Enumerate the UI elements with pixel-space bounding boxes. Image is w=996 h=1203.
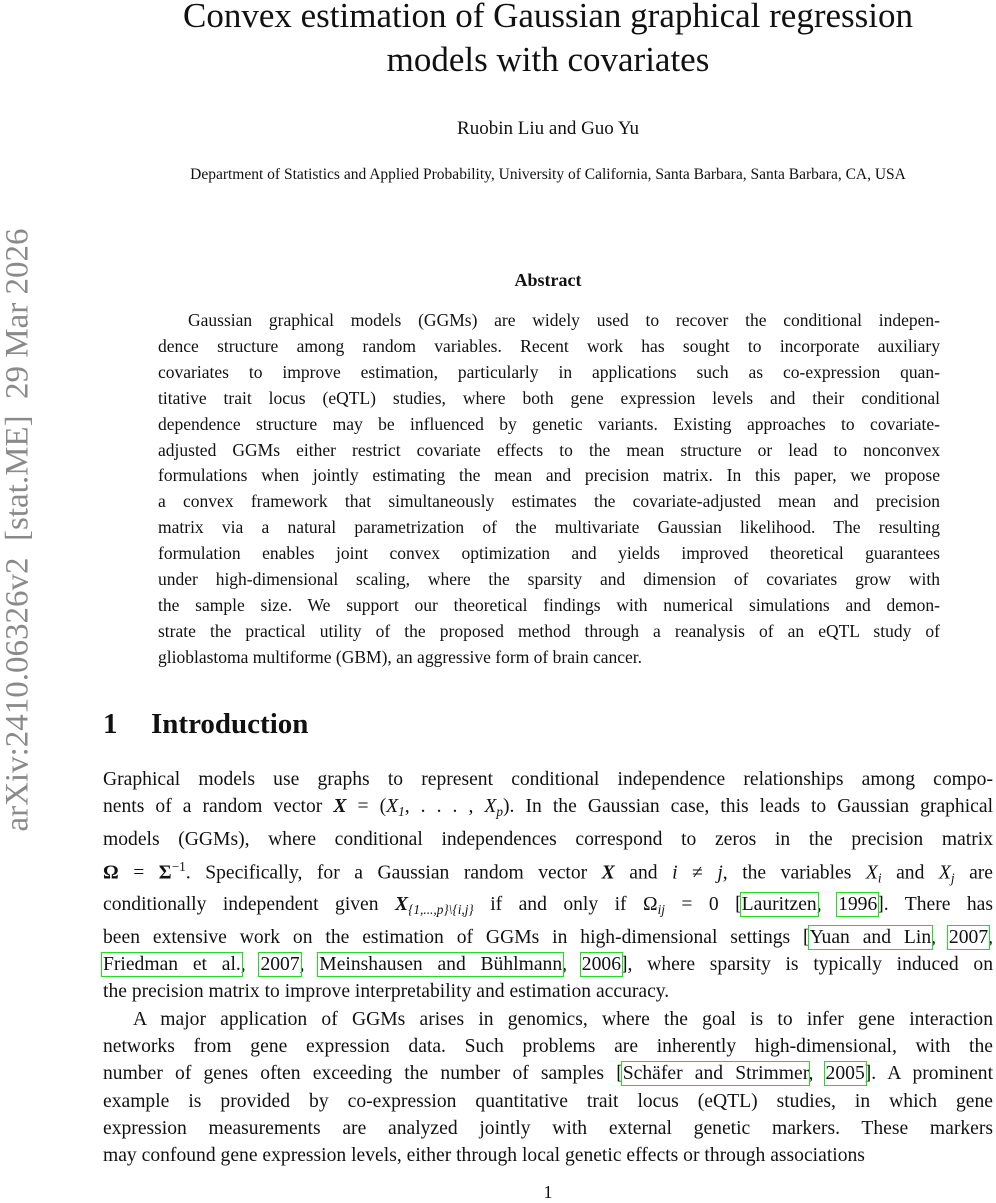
text-line xyxy=(158,645,940,671)
text-segment: dependence structure may be influenced by genetic variants. Existing approaches to covariate- xyxy=(158,413,940,434)
text-segment: been extensive work on the estimation of GGMs in high-dimensional settings [ xyxy=(103,926,810,948)
section-number: 1 xyxy=(103,708,118,740)
paragraph xyxy=(103,766,993,1006)
text-segment: a convex framework that simultaneously estimates the covariate-adjusted mean and precision xyxy=(158,491,940,512)
paragraph xyxy=(103,1006,993,1170)
text-segment: , xyxy=(988,926,994,948)
math-segment: i xyxy=(672,862,678,884)
text-line xyxy=(158,438,940,464)
math-segment: i xyxy=(877,870,882,886)
text-segment: Gaussian graphical models (GGMs) are widely used to recover the conditional indepen- xyxy=(188,310,940,330)
math-segment: X xyxy=(395,894,409,916)
text-line xyxy=(103,826,993,853)
text-line xyxy=(103,853,993,892)
citation-link[interactable]: Meinshausen and Bühlmann xyxy=(319,954,563,976)
text-segment: the precision matrix to improve interpretability and estimation accuracy. xyxy=(103,981,670,1003)
citation-link[interactable]: 2007 xyxy=(948,926,989,948)
text-line xyxy=(158,567,940,593)
text-segment: , . . . , xyxy=(404,796,485,818)
text-line xyxy=(103,1033,993,1060)
introduction-body xyxy=(103,766,993,1169)
text-segment: , the variables xyxy=(722,862,866,884)
math-segment: 1 xyxy=(398,804,405,820)
math-segment: X xyxy=(865,862,878,884)
section-heading xyxy=(103,708,308,741)
text-segment: , xyxy=(816,894,839,916)
text-segment: strate the practical utility of the proposed method through a reanalysis of an eQTL study of xyxy=(158,620,940,641)
authors: Ruobin Liu and Guo Yu xyxy=(457,118,639,139)
text-segment: under high-dimensional scaling, where the sparsity and dimension of covariates grow with xyxy=(158,569,940,590)
text-segment: number of genes often exceeding the number of samples [ xyxy=(103,1063,623,1085)
text-line xyxy=(158,619,940,645)
text-segment: ≠ xyxy=(677,862,718,884)
text-line xyxy=(158,463,940,489)
citation-link[interactable]: Lauritzen xyxy=(741,894,817,916)
abstract-body xyxy=(158,308,940,671)
text-segment: , xyxy=(240,954,261,976)
text-line xyxy=(103,1088,993,1115)
math-segment: Σ xyxy=(158,862,172,884)
citation-link[interactable]: 1996 xyxy=(838,894,878,916)
text-segment: the sample size. We support our theoretical findings with numerical simulations and demon- xyxy=(158,594,940,615)
math-segment: X xyxy=(601,862,615,884)
math-segment: {1,...,p}\{i,j} xyxy=(408,902,474,918)
title-line: Convex estimation of Gaussian graphical regression xyxy=(183,0,913,35)
text-segment: ], where sparsity is typically induced on xyxy=(620,954,994,976)
text-line xyxy=(103,1115,993,1142)
section-title: Introduction xyxy=(151,708,309,740)
math-segment: −1 xyxy=(171,858,186,874)
text-line xyxy=(158,308,940,334)
text-line xyxy=(158,412,940,438)
text-line xyxy=(103,924,993,951)
text-line xyxy=(103,951,993,978)
text-segment: covariates to improve estimation, particularly in applications such as co-expression quan- xyxy=(158,361,940,382)
text-segment: matrix via a natural parametrization of the multivariate Gaussian likelihood. The resulting xyxy=(158,517,940,538)
text-line xyxy=(158,515,940,541)
citation-link[interactable]: 2006 xyxy=(581,954,621,976)
text-segment: nents of a random vector xyxy=(103,796,334,818)
citation-link[interactable]: 2007 xyxy=(260,954,300,976)
citation-link[interactable]: Friedman et al. xyxy=(103,954,241,976)
text-segment: dence structure among random variables. Recent work has sought to incorporate auxiliary xyxy=(158,335,940,356)
text-line xyxy=(103,793,993,825)
text-line xyxy=(158,541,940,567)
text-line xyxy=(158,334,940,360)
text-segment: formulations when jointly estimating the mean and precision matrix. In this paper, we propose xyxy=(158,465,940,486)
text-line xyxy=(158,386,940,412)
text-line xyxy=(158,593,940,619)
text-segment: glioblastoma multiforme (GBM), an aggressive form of brain cancer. xyxy=(158,646,643,667)
citation-link[interactable]: 2005 xyxy=(825,1063,865,1085)
math-segment: j xyxy=(717,862,723,884)
text-segment: . Specifically, for a Gaussian random vector xyxy=(185,862,602,884)
text-segment: Graphical models use graphs to represent conditional independence relationships among compo- xyxy=(103,769,993,790)
text-segment: = ( xyxy=(346,796,387,818)
math-segment: ij xyxy=(657,902,665,918)
affiliation: Department of Statistics and Applied Probability, University of California, Santa Barbara, Santa Barbara, CA, USA xyxy=(190,166,906,183)
text-line xyxy=(103,891,993,923)
text-segment: A major application of GGMs arises in genomics, where the goal is to infer gene interaction xyxy=(133,1008,993,1030)
text-line xyxy=(103,1142,993,1169)
text-line xyxy=(158,360,940,386)
citation-link[interactable]: Yuan and Lin xyxy=(809,926,932,948)
text-segment: , xyxy=(808,1063,826,1085)
text-segment: expression measurements are analyzed jointly with external genetic markers. These markers xyxy=(103,1117,993,1139)
paper-title xyxy=(0,0,996,82)
citation-link[interactable]: Schäfer and Strimmer xyxy=(622,1063,809,1085)
text-segment: ). In the Gaussian case, this leads to Gaussian graphical xyxy=(503,796,994,818)
text-line xyxy=(103,1060,993,1087)
text-line xyxy=(158,489,940,515)
text-segment: = 0 [ xyxy=(664,894,742,916)
text-segment: networks from gene expression data. Such problems are inherently high-dimensional, with the xyxy=(103,1035,993,1057)
text-segment: , xyxy=(299,954,320,976)
title-line: models with covariates xyxy=(386,40,710,79)
text-segment: conditionally independent given xyxy=(103,894,395,916)
text-segment: may confound gene expression levels, either through local genetic effects or through associations xyxy=(103,1145,865,1167)
math-segment: X xyxy=(333,796,347,818)
math-segment: X xyxy=(386,796,399,818)
text-segment: and xyxy=(614,862,673,884)
text-segment: are xyxy=(954,862,993,884)
math-segment: X xyxy=(938,862,951,884)
text-segment: = xyxy=(118,862,159,884)
math-segment: Ω xyxy=(103,862,119,884)
math-segment: p xyxy=(496,804,504,820)
text-segment: titative trait locus (eQTL) studies, where both gene expression levels and their conditional xyxy=(158,387,940,408)
text-segment: formulation enables joint convex optimization and yields improved theoretical guarantees xyxy=(158,543,940,564)
text-line xyxy=(103,978,993,1005)
text-segment: example is provided by co-expression quantitative trait locus (eQTL) studies, in which gene xyxy=(103,1090,993,1112)
text-line xyxy=(103,1006,993,1033)
abstract-heading: Abstract xyxy=(514,270,582,290)
math-segment: j xyxy=(950,870,955,886)
math-segment: X xyxy=(484,796,497,818)
text-segment: models (GGMs), where conditional independences correspond to zeros in the precision matrix xyxy=(103,828,993,850)
arxiv-identifier-sidebar: arXiv:2410.06326v2 [stat.ME] 29 Mar 2026 xyxy=(0,228,36,832)
text-segment: and xyxy=(881,862,939,884)
page-number: 1 xyxy=(543,1182,553,1202)
text-segment: , xyxy=(562,954,582,976)
text-line xyxy=(103,766,993,793)
text-segment: ]. There has xyxy=(877,894,994,916)
text-segment: , xyxy=(931,926,949,948)
text-segment: ]. A prominent xyxy=(864,1063,994,1085)
text-segment: if and only if Ω xyxy=(473,894,658,916)
text-segment: adjusted GGMs either restrict covariate effects to the mean structure or lead to nonconvex xyxy=(158,439,940,460)
